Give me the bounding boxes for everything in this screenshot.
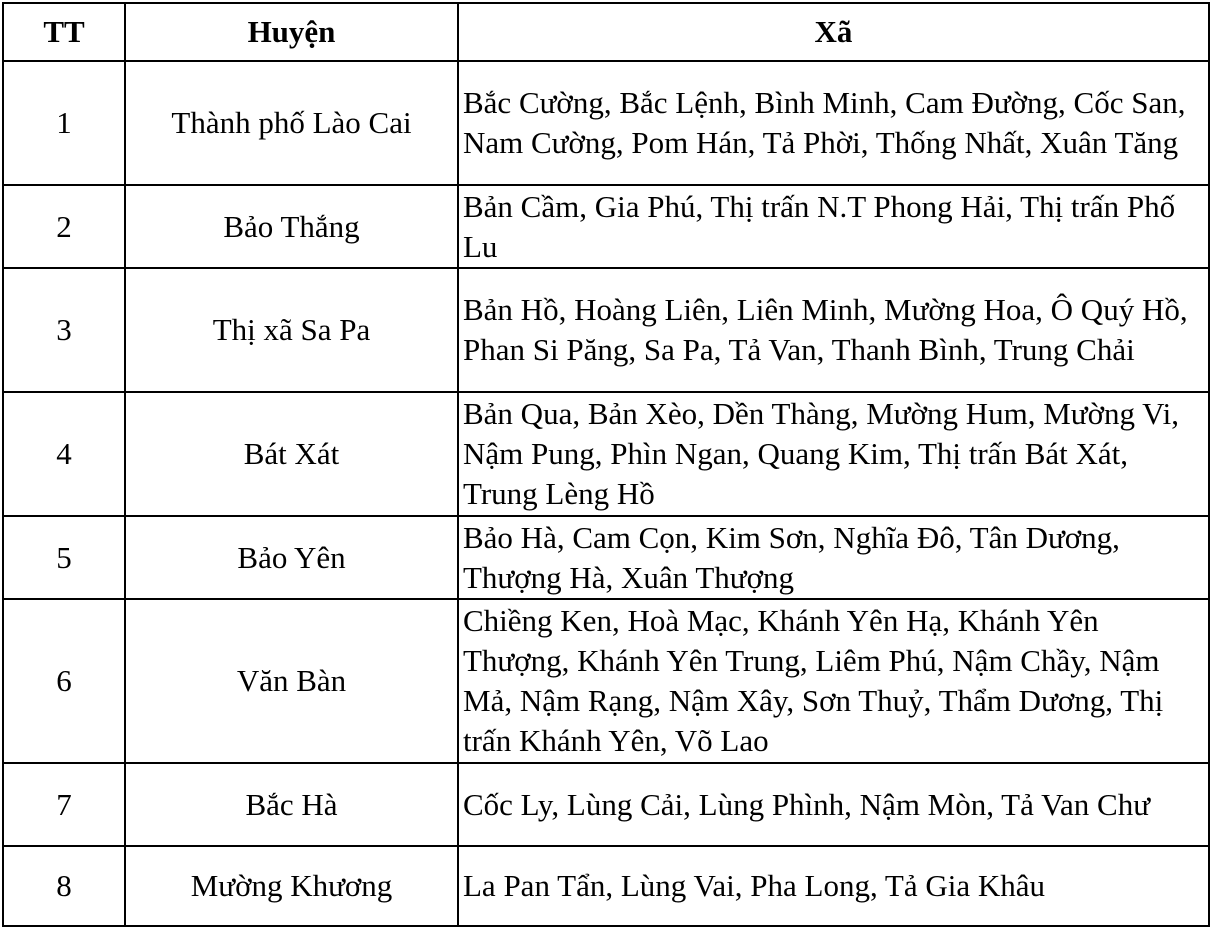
cell-tt: 1 [3, 61, 125, 185]
cell-huyen: Thị xã Sa Pa [125, 268, 458, 392]
table-row [3, 185, 1209, 268]
cell-tt: 6 [3, 599, 125, 763]
table-row [3, 846, 1209, 926]
cell-tt: 3 [3, 268, 125, 392]
cell-huyen: Mường Khương [125, 846, 458, 926]
cell-xa: La Pan Tẩn, Lùng Vai, Pha Long, Tả Gia Khâu [458, 846, 1209, 926]
district-commune-table [2, 2, 1210, 927]
cell-huyen: Bắc Hà [125, 763, 458, 846]
cell-xa: Bản Qua, Bản Xèo, Dền Thàng, Mường Hum, Mường Vi, Nậm Pung, Phìn Ngan, Quang Kim, Thị trấn Bát Xát, Trung Lèng Hồ [458, 392, 1209, 516]
cell-xa: Bản Cầm, Gia Phú, Thị trấn N.T Phong Hải, Thị trấn Phố Lu [458, 185, 1209, 268]
cell-tt: 5 [3, 516, 125, 599]
table-row [3, 516, 1209, 599]
table-row [3, 392, 1209, 516]
cell-huyen: Bảo Yên [125, 516, 458, 599]
header-tt: TT [3, 3, 125, 61]
table-row [3, 61, 1209, 185]
header-xa: Xã [458, 3, 1209, 61]
table-row [3, 599, 1209, 763]
cell-xa: Bản Hồ, Hoàng Liên, Liên Minh, Mường Hoa, Ô Quý Hồ, Phan Si Păng, Sa Pa, Tả Van, Thanh Bình, Trung Chải [458, 268, 1209, 392]
table-row [3, 763, 1209, 846]
cell-huyen: Bát Xát [125, 392, 458, 516]
cell-xa: Bắc Cường, Bắc Lệnh, Bình Minh, Cam Đường, Cốc San, Nam Cường, Pom Hán, Tả Phời, Thống Nhất, Xuân Tăng [458, 61, 1209, 185]
cell-huyen: Văn Bàn [125, 599, 458, 763]
cell-xa: Chiềng Ken, Hoà Mạc, Khánh Yên Hạ, Khánh Yên Thượng, Khánh Yên Trung, Liêm Phú, Nậm Chầy, Nậm Mả, Nậm Rạng, Nậm Xây, Sơn Thuỷ, Thẩm Dương, Thị trấn Khánh Yên, Võ Lao [458, 599, 1209, 763]
cell-xa: Cốc Ly, Lùng Cải, Lùng Phình, Nậm Mòn, Tả Van Chư [458, 763, 1209, 846]
header-huyen: Huyện [125, 3, 458, 61]
table-row [3, 268, 1209, 392]
cell-tt: 2 [3, 185, 125, 268]
table-header-row [3, 3, 1209, 61]
cell-huyen: Thành phố Lào Cai [125, 61, 458, 185]
cell-tt: 8 [3, 846, 125, 926]
cell-tt: 7 [3, 763, 125, 846]
cell-huyen: Bảo Thắng [125, 185, 458, 268]
cell-tt: 4 [3, 392, 125, 516]
cell-xa: Bảo Hà, Cam Cọn, Kim Sơn, Nghĩa Đô, Tân Dương, Thượng Hà, Xuân Thượng [458, 516, 1209, 599]
